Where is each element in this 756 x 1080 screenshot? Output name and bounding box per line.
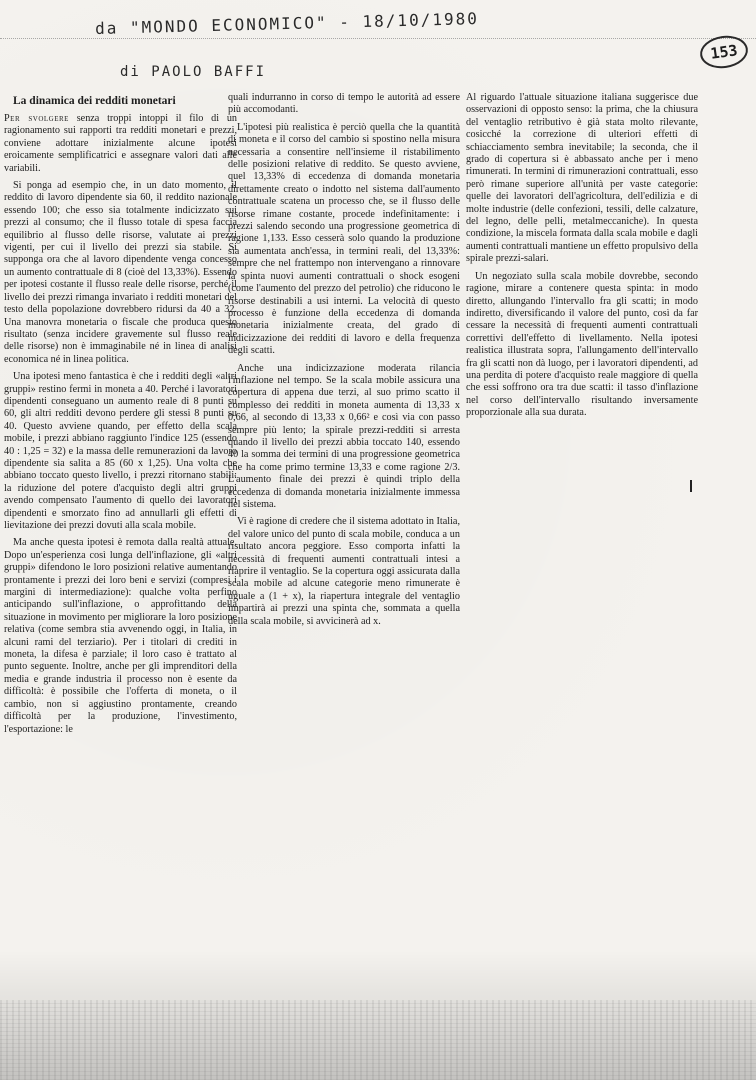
end-mark <box>690 480 692 492</box>
paragraph: Vi è ragione di credere che il sistema adottato in Italia, del valore unico del punto di scala mobile, conduca a un risultato ancora peggiore. Esso comporta infatti la necessità di frequenti aumenti contrattuali intesi a riaprire il ventaglio. Se la copertura oggi assicurata dalla scala mobile ad alcune categorie meno rimunerate è uguale a (1 + x), la riapertura integrale del ventaglio impartirà ai prezzi una spinta che, sommata a quella della scala mobile, si avvicinerà ad x. <box>228 516 460 627</box>
paragraph: quali indurranno in corso di tempo le autorità ad essere più accomodanti. <box>228 92 460 116</box>
column-3 <box>466 92 698 425</box>
paragraph: Anche una indicizzazione moderata rilancia l'inflazione nel tempo. Se la scala mobile assicura una copertura di appena due terzi, al suo primo scatto il complesso dei redditi in moneta aumenta di 13,33 x 0,66, al secondo di 13,33 x 0,66² e così via con passo sempre più lento; la spirale prezzi-redditi si arresta quando il livello dei prezzi abbia toccato 140, essendo 40 la somma dei termini di una progressione geometrica che ha come primo termine 13,33 e come ragione 2/3. L'aumento finale dei prezzi è quindi triplo della eccedenza di domanda monetaria inizialmente immessa nel sistema. <box>228 362 460 510</box>
column-2 <box>228 92 460 633</box>
paragraph: Al riguardo l'attuale situazione italiana suggerisce due osservazioni di opposto senso: la prima, che la chiusura del ventaglio retributivo è già stata molto rilevante, cosicché la correzione di ulteriori effetti di schiacciamento sembra inevitabile; la seconda, che il grado di copertura si è abbassato anche per i meno rimunerati. In termini di rimunerazioni contrattuali, esso però rimane superiore all'unità per vaste categorie: quelle dei lavoratori dell'agricoltura, dell'edilizia e di molte industrie (delle confezioni, tessili, delle calzature, del legno, delle pelli, metalmeccaniche). In questa condizione, la miscela formata dalla scala mobile e dagli aumenti contrattuali mantiene un effetto propulsivo della spirale prezzi-salari. <box>466 92 698 265</box>
paragraph: Una ipotesi meno fantastica è che i redditi degli «altri gruppi» restino fermi in moneta a 40. Perché i lavoratori dipendenti conseguano un aumento reale di 8 punti su 60, gli altri redditi devono perdere gli stessi 8 punti su 40. Questo avviene quando, per effetto della scala mobile, i prezzi abbiano raggiunto l'indice 125 (essendo 40 : 1,25 = 32) e la massa delle remunerazioni da lavoro dipendente sia salita a 85 (60 x 1,25). Una volta che abbiano toccato questo livello, i prezzi ritornano stabili: la riduzione del potere d'acquisto degli altri gruppi avendo compensato l'aumento di quello dei lavoratori dipendenti e smorzato fino ad annullarli gli effetti di lievitazione dei prezzi dovuti alla scala mobile. <box>4 371 237 531</box>
column-1 <box>4 94 237 741</box>
paragraph: Un negoziato sulla scala mobile dovrebbe, secondo ragione, mirare a contenere questa spinta: in modo diretto, allungando l'intervallo fra gli scatti; in modo indiretto, diversificando il valore del punto, così da far cessare la necessità di frequenti aumenti contrattuali correttivi dell'effetto di livellamento. Nella ipotesi realistica illustrata sopra, l'allungamento dell'intervallo fra gli scatti non dà luogo, per i lavoratori dipendenti, ad una perdita di potere d'acquisto reale maggiore di quella che essi soffrono ora tra due scatti: il tasso d'inflazione nel corso dell'intervallo risultando inversamente proporzionale alla sua durata. <box>466 270 698 419</box>
paragraph-text: senza troppi intoppi il filo di un ragionamento sui rapporti tra redditi monetari e prezzi, conviene adottare inizialmente alcune ipotesi eroicamente semplificatrici e assegnare valori dati alle variabili. <box>4 113 238 174</box>
page-number: 153 <box>709 41 739 63</box>
article-body <box>0 92 756 1012</box>
article-headline: La dinamica dei redditi monetari <box>13 95 176 107</box>
handwritten-author-note: di PAOLO BAFFI <box>120 64 267 80</box>
lead-smallcaps: Per svolgere <box>4 113 69 124</box>
handwritten-source-note: da "MONDO ECONOMICO" - 18/10/1980 <box>94 8 480 39</box>
paragraph <box>4 113 237 175</box>
fold-line <box>0 38 756 40</box>
paragraph: Si ponga ad esempio che, in un dato momento, il reddito di lavoro dipendente sia 60, il reddito nazionale essendo 100; che esso sia totalmente indicizzato sui prezzi al consumo; che il flusso totale di spesa faccia equilibrio al flusso delle risorse, valutate ai prezzi vigenti, per cui il livello dei prezzi sia stabile. Si supponga ora che al lavoro dipendente venga concesso un aumento contrattuale di 8 (cioè del 13,33%). Essendo per ipotesi costante il flusso reale delle risorse, perché il livello dei prezzi rimanga invariato i redditi monetari del testo della popolazione dovrebbero ridursi da 40 a 32. Una manovra monetaria o fiscale che produca questo risultato (senza incidere gravemente sul flusso reale delle risorse) non è immaginabile né in linea di analisi economica né in linea politica. <box>4 180 237 365</box>
scan-artifact-bottom <box>0 1000 756 1080</box>
paragraph: L'ipotesi più realistica è perciò quella che la quantità di moneta e il corso del cambio si spostino nella misura necessaria a consentire nell'insieme il ristabilimento delle posizioni relative di reddito. Se questo avviene, quel 13,33% di eccedenza di domanda monetaria direttamente creato o indotto nel sistema dall'aumento contrattuale scatena un processo che, se il flusso delle risorse rimane costante, procede indefinitamente: i prezzi salendo secondo una progressione geometrica di ragione 1,133. Esso cesserà solo quando la produzione sia aumentata anch'essa, in termini reali, del 13,33%: sempre che nel frattempo non intervengano a rinnovare la spinta nuovi aumenti contrattuali o shock esogeni (come l'aumento del prezzo del petrolio) che riducono le risorse destinabili a usi interni. La velocità di questo processo è funzione della eccedenza di domanda monetaria inizialmente creata, del grado di indicizzazione dei redditi di lavoro e della frequenza degli scatti. <box>228 121 460 357</box>
paragraph: Ma anche questa ipotesi è remota dalla realtà attuale. Dopo un'esperienza così lunga dell'inflazione, gli «altri gruppi» difendono le loro posizioni relative aumentando prontamente i prezzi dei loro beni e servizi (compresi i margini di intermediazione): qualche volta perfino anticipando sull'inflazione, o approfittando della situazione in movimento per migliorare la loro posizione relativa (come sembra stia avvenendo oggi, in Italia, in alcuni rami del terziario). Per i titolari di crediti in moneta, la difesa è parziale; il loro caso è trattato al punto seguente. Inoltre, anche per gli imprenditori della media e grande industria il processo non è esente da difficoltà: è possibile che l'offerta di moneta, o il cambio, non si aggiustino prontamente, creando difficoltà per la produzione, l'investimento, l'esportazione: le <box>4 537 237 735</box>
